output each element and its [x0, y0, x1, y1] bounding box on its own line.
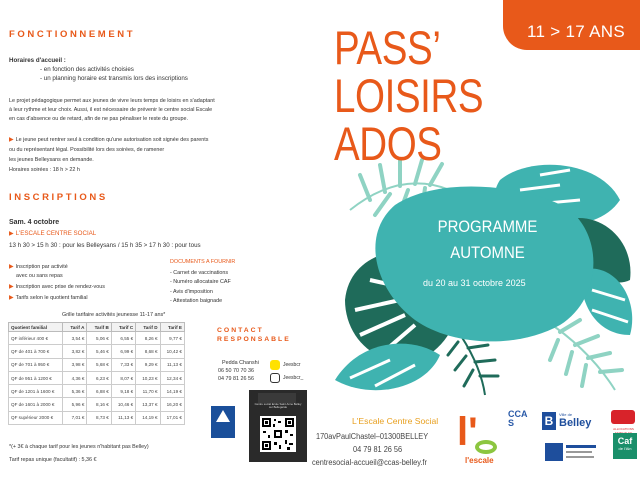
belley-b-icon: B: [542, 412, 556, 430]
tarif-cell: 5,36 €: [63, 385, 87, 398]
fonctionnement-title: FONCTIONNEMENT: [9, 29, 136, 40]
inscription-item: ▶ Inscription par activité: [9, 264, 68, 270]
tarif-cell: 9,29 €: [136, 358, 160, 371]
tarif-cell: 8,07 €: [111, 371, 135, 384]
tarif-cell: 8,68 €: [136, 345, 160, 358]
arrow-icon: ▶: [9, 284, 14, 290]
tarif-cell: 11,13 €: [111, 411, 135, 424]
para1-line: en cas d'absence ou de retard, afin de ne pas pénaliser le reste du groupe.: [9, 116, 189, 122]
tarif-cell: 7,01 €: [63, 411, 87, 424]
instagram-handle: Jeesbcr_: [283, 375, 304, 381]
title-line: PASS’: [334, 21, 441, 74]
documents-title: DOCUMENTS A FOURNIR: [170, 259, 236, 265]
ccas-text: CCAS: [508, 409, 528, 428]
tarif-cell: 9,18 €: [111, 385, 135, 398]
para1-line: à leur rythme et leur choix. Aussi, il est nécessaire de prévenir le centre social Escale: [9, 107, 213, 113]
quotient-cell: QF de 1601 à 2000 €: [9, 398, 63, 411]
tarif-cell: 12,34 €: [160, 371, 184, 384]
table-header: Tarif A: [63, 323, 87, 332]
tarif-cell: 10,23 €: [136, 371, 160, 384]
department-logo: [211, 406, 235, 438]
tarif-cell: 17,01 €: [160, 411, 184, 424]
contact-name: Pedda Chanshi: [222, 360, 259, 366]
escale-e-icon: [475, 440, 497, 454]
ages-label: 11 > 17 ANS: [527, 22, 625, 41]
tarif-cell: 16,20 €: [160, 398, 184, 411]
programme-line: PROGRAMME: [437, 217, 538, 236]
belley-small: Ville de: [559, 412, 573, 417]
snapchat-handle: Jeesbcr: [283, 362, 301, 368]
contact-phone: 06 50 70 70 36: [218, 368, 254, 374]
contact-phone: 04 79 81 26 56: [218, 376, 254, 382]
leaf-icon: [335, 344, 440, 391]
inscription-date: Sam. 4 octobre: [9, 219, 60, 226]
caf-family-icon: [611, 410, 635, 424]
quotient-cell: QF de 401 à 700 €: [9, 345, 63, 358]
title-line: ADOS: [334, 117, 442, 170]
inscription-horaires: 13 h 30 > 15 h 30 : pour les Belleysans / 15 h 35 > 17 h 30 : pour tous: [9, 242, 201, 249]
document-item: - Avis d'imposition: [170, 289, 213, 295]
horaires-item: - un planning horaire est transmis lors des inscriptions: [40, 75, 188, 82]
arrow-icon: ▶: [9, 137, 14, 143]
arrow-icon: ▶: [9, 231, 14, 237]
tarif-cell: 6,88 €: [87, 385, 111, 398]
quotient-cell: QF de 951 à 1200 €: [9, 371, 63, 384]
horaires-label: Horaires d'accueil :: [9, 57, 66, 64]
escale-phone: 04 79 81 26 56: [353, 445, 403, 454]
table-header: Tarif E: [160, 323, 184, 332]
escale-logo-mark: l': [457, 410, 478, 454]
tarif-cell: 5,68 €: [87, 358, 111, 371]
title-line: LOISIRS: [334, 69, 484, 122]
tarif-cell: 11,70 €: [136, 385, 160, 398]
caf-logo: [607, 410, 640, 468]
programme-line: AUTOMNE: [450, 243, 525, 262]
tarif-cell: 10,42 €: [160, 345, 184, 358]
quotient-cell: QF inférieur 400 €: [9, 332, 63, 345]
inscription-item: avec ou sans repas: [16, 273, 63, 279]
arrow-icon: ▶: [9, 295, 14, 301]
tarif-cell: 5,46 €: [87, 345, 111, 358]
escale-logo-text: l'escale: [465, 456, 494, 465]
tarif-cell: 13,37 €: [136, 398, 160, 411]
tarif-cell: 5,96 €: [63, 398, 87, 411]
qr-panel: [249, 390, 307, 462]
inscription-item: ▶ Tarifs selon le quotient familial: [9, 295, 88, 301]
department-logo-icon: [216, 410, 230, 422]
grille-note: Tarif repas unique (facultatif) : 5,36 €: [9, 457, 97, 463]
quotient-cell: QF supérieur 2000 €: [9, 411, 63, 424]
inscription-lieu: ▶ L'ESCALE CENTRE SOCIAL: [9, 230, 97, 237]
horaires-item: - en fonction des activités choisies: [40, 66, 134, 73]
tarif-cell: 4,36 €: [63, 371, 87, 384]
caf-sub: de l'Ain: [618, 446, 632, 451]
tarif-cell: 14,19 €: [160, 385, 184, 398]
qr-code-icon[interactable]: [260, 416, 296, 452]
escale-logo: [455, 410, 505, 466]
table-header: Tarif B: [87, 323, 111, 332]
document-item: - Carnet de vaccinations: [170, 270, 229, 276]
tarif-cell: 5,06 €: [87, 332, 111, 345]
escale-name: L'Escale Centre Social: [352, 416, 439, 426]
para2-line: ▶ Le jeune peut rentrer seul à condition qu'une autorisation soit signée des parents: [9, 137, 209, 143]
document-item: - Numéro allocataire CAF: [170, 279, 231, 285]
caf-text: Caf: [617, 436, 633, 446]
partner-logo-icon: [545, 443, 563, 461]
table-header: Tarif D: [136, 323, 160, 332]
para2-line: ou du représentant légal. Possibilité lors des soirées, de ramener: [9, 147, 165, 153]
arrow-icon: ▶: [9, 264, 14, 270]
table-row: [9, 385, 185, 398]
qr-caption: Centre social Ecole Saint Anne Belley sur Bellegarde: [254, 402, 302, 410]
table-row: [9, 411, 185, 424]
tarif-table: [8, 322, 185, 425]
document-item: - Attestation baignade: [170, 298, 223, 304]
table-header-row: [9, 323, 185, 332]
contact-title: CONTACT RESPONSABLE: [217, 327, 291, 343]
escale-address: 170avPaulChastel–01300BELLEY: [316, 432, 429, 441]
snapchat-icon: [270, 360, 280, 370]
tarif-cell: 6,23 €: [87, 371, 111, 384]
horaires-soirees: Horaires soirées : 18 h > 22 h: [9, 167, 80, 173]
inscriptions-title: INSCRIPTIONS: [9, 192, 108, 203]
tropical-leaves-illustration: [330, 150, 640, 400]
quotient-cell: QF de 701 à 950 €: [9, 358, 63, 371]
table-header: Quotient familial: [9, 323, 63, 332]
table-row: [9, 358, 185, 371]
table-row: [9, 398, 185, 411]
tarif-cell: 8,26 €: [136, 332, 160, 345]
tarif-cell: 11,13 €: [160, 358, 184, 371]
table-header: Tarif C: [111, 323, 135, 332]
table-row: [9, 371, 185, 384]
tarif-cell: 8,73 €: [87, 411, 111, 424]
tarif-cell: 9,77 €: [160, 332, 184, 345]
tarif-cell: 8,16 €: [87, 398, 111, 411]
partner-logo: [545, 443, 597, 463]
tarif-cell: 3,54 €: [63, 332, 87, 345]
table-row: [9, 345, 185, 358]
table-row: [9, 332, 185, 345]
instagram-icon: [270, 373, 280, 383]
para1-line: Le projet pédagogique permet aux jeunes de vivre leurs temps de loisirs en s'adaptant: [9, 98, 215, 104]
belley-logo: [542, 412, 600, 434]
tarif-cell: 3,98 €: [63, 358, 87, 371]
para2-line: les jeunes Belleysans en demande.: [9, 157, 94, 163]
inscription-item: ▶ Inscription avec prise de rendez-vous: [9, 284, 105, 290]
tarif-cell: 14,19 €: [136, 411, 160, 424]
tarif-cell: 3,82 €: [63, 345, 87, 358]
programme-dates: du 20 au 31 octobre 2025: [423, 278, 526, 288]
tarif-cell: 6,99 €: [111, 345, 135, 358]
escale-email[interactable]: centresocial-accueil@ccas-belley.fr: [312, 458, 427, 467]
quotient-cell: QF de 1201 à 1600 €: [9, 385, 63, 398]
grille-note: *(+ 3€ à chaque tarif pour les jeunes n'habitant pas Belley): [9, 444, 149, 450]
grille-title: Grille tarifaire activités jeunesse 11-17 ans*: [62, 312, 166, 318]
tarif-cell: 6,55 €: [111, 332, 135, 345]
belley-text: Belley: [559, 417, 592, 429]
caf-top: ALLOCATIONS: [613, 427, 634, 431]
tarif-cell: 7,33 €: [111, 358, 135, 371]
tarif-cell: 10,46 €: [111, 398, 135, 411]
ccas-logo: [508, 410, 538, 440]
